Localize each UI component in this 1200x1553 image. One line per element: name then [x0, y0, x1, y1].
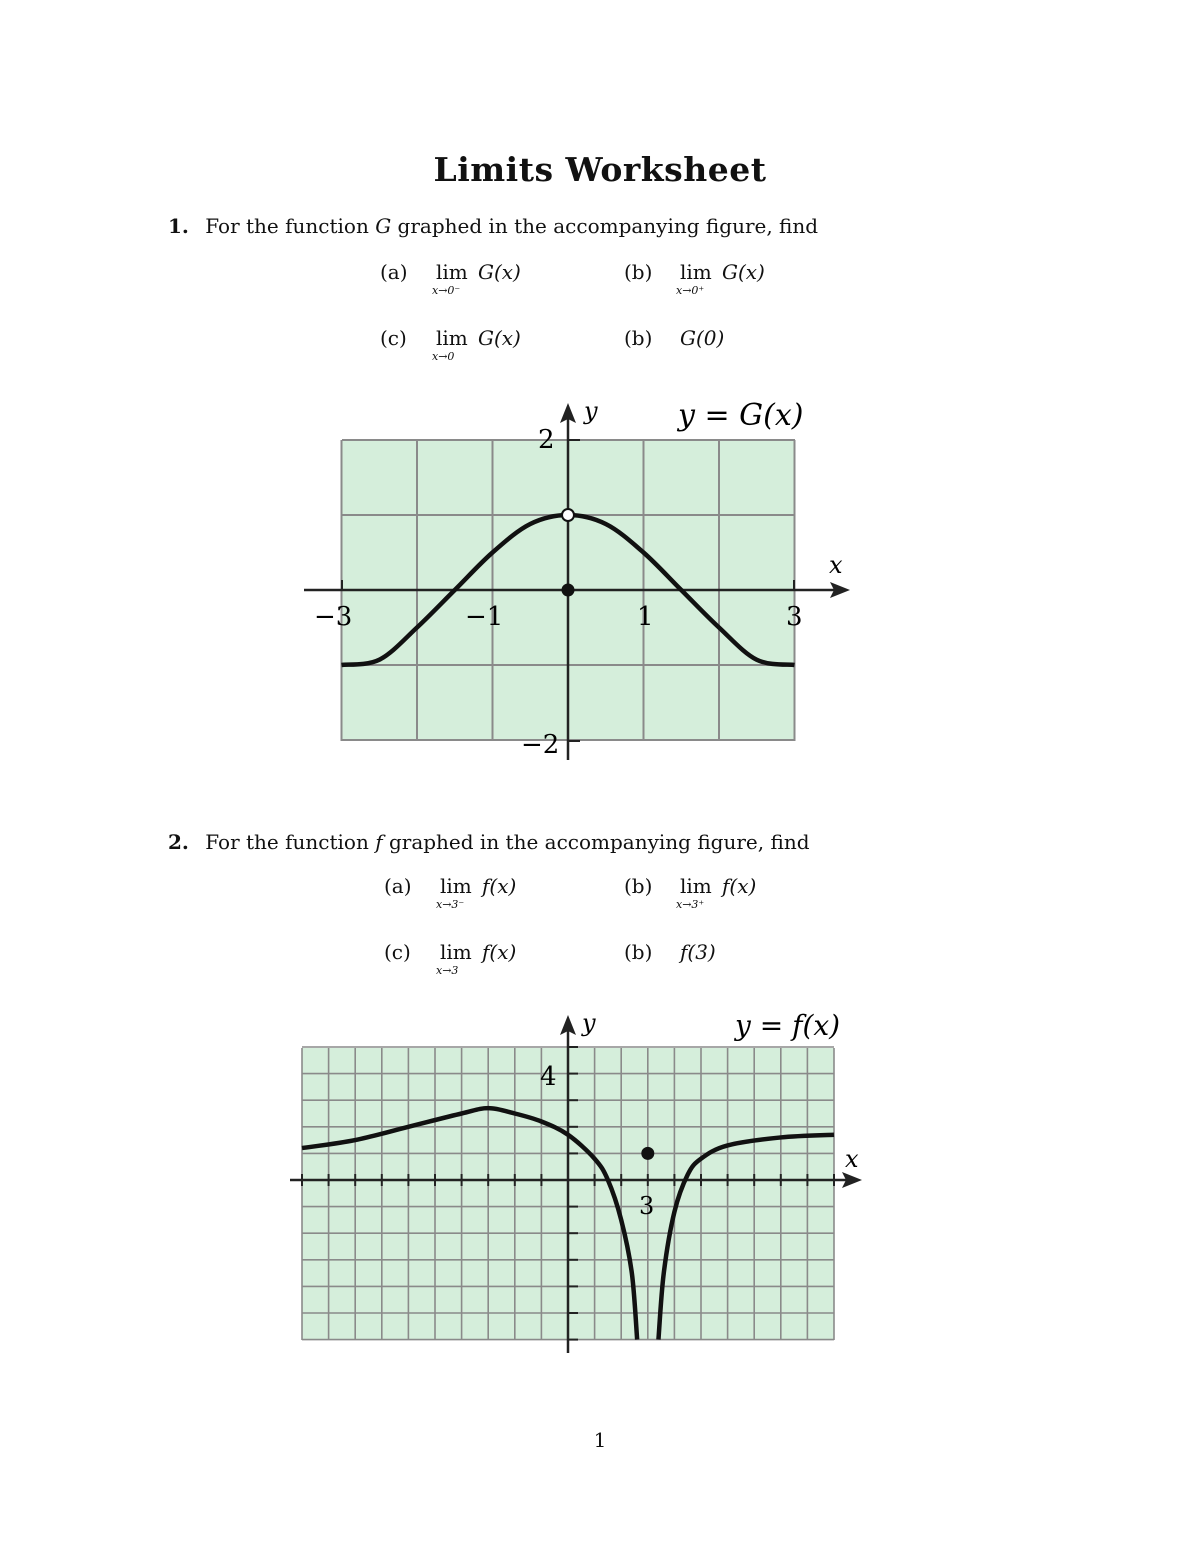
x-axis-label: x	[845, 1145, 859, 1173]
problem-2-part-c: (c) lim x→3 f(x)	[384, 940, 517, 977]
filled-point	[641, 1147, 654, 1160]
problem-2-prompt	[168, 830, 810, 854]
problem-1-part-d: (b) G(0)	[624, 326, 725, 350]
problem-number: 2.	[168, 830, 189, 854]
graph-G	[0, 395, 1200, 775]
y-tick-label: −2	[521, 730, 560, 760]
problem-1-prompt	[168, 214, 818, 238]
x-axis-label: x	[829, 551, 843, 579]
graph-f	[0, 1005, 1200, 1365]
y-axis-label: y	[582, 1009, 596, 1037]
page-title: Limits Worksheet	[433, 150, 767, 189]
function-symbol: f	[375, 830, 383, 854]
x-tick-label: 3	[786, 602, 803, 632]
x-tick-label: −1	[465, 602, 504, 632]
page-number: 1	[593, 1428, 607, 1452]
filled-point	[562, 584, 575, 597]
x-tick-label: −3	[314, 602, 353, 632]
problem-1-part-c: (c) lim x→0 G(x)	[380, 326, 521, 363]
prompt-text: graphed in the accompanying figure, find	[388, 830, 810, 854]
x-tick-label: 3	[639, 1192, 655, 1220]
y-tick-label: 2	[538, 425, 555, 455]
graph-caption: y = G(x)	[678, 398, 804, 433]
prompt-text: graphed in the accompanying figure, find	[397, 214, 819, 238]
open-point	[562, 509, 574, 521]
graph-caption: y = f(x)	[735, 1009, 841, 1042]
problem-2-part-a: (a) lim x→3⁻ f(x)	[384, 874, 517, 911]
problem-number: 1.	[168, 214, 189, 238]
problem-1-part-b: (b) lim x→0⁺ G(x)	[624, 260, 765, 297]
prompt-text: For the function	[205, 830, 369, 854]
prompt-text: For the function	[205, 214, 369, 238]
function-symbol: G	[375, 214, 392, 238]
problem-1-part-a: (a) lim x→0⁻ G(x)	[380, 260, 521, 297]
problem-2-part-b: (b) lim x→3⁺ f(x)	[624, 874, 757, 911]
x-tick-label: 1	[637, 602, 654, 632]
problem-2-part-d: (b) f(3)	[624, 940, 716, 964]
y-tick-label: 4	[540, 1062, 557, 1092]
y-axis-label: y	[584, 397, 598, 425]
